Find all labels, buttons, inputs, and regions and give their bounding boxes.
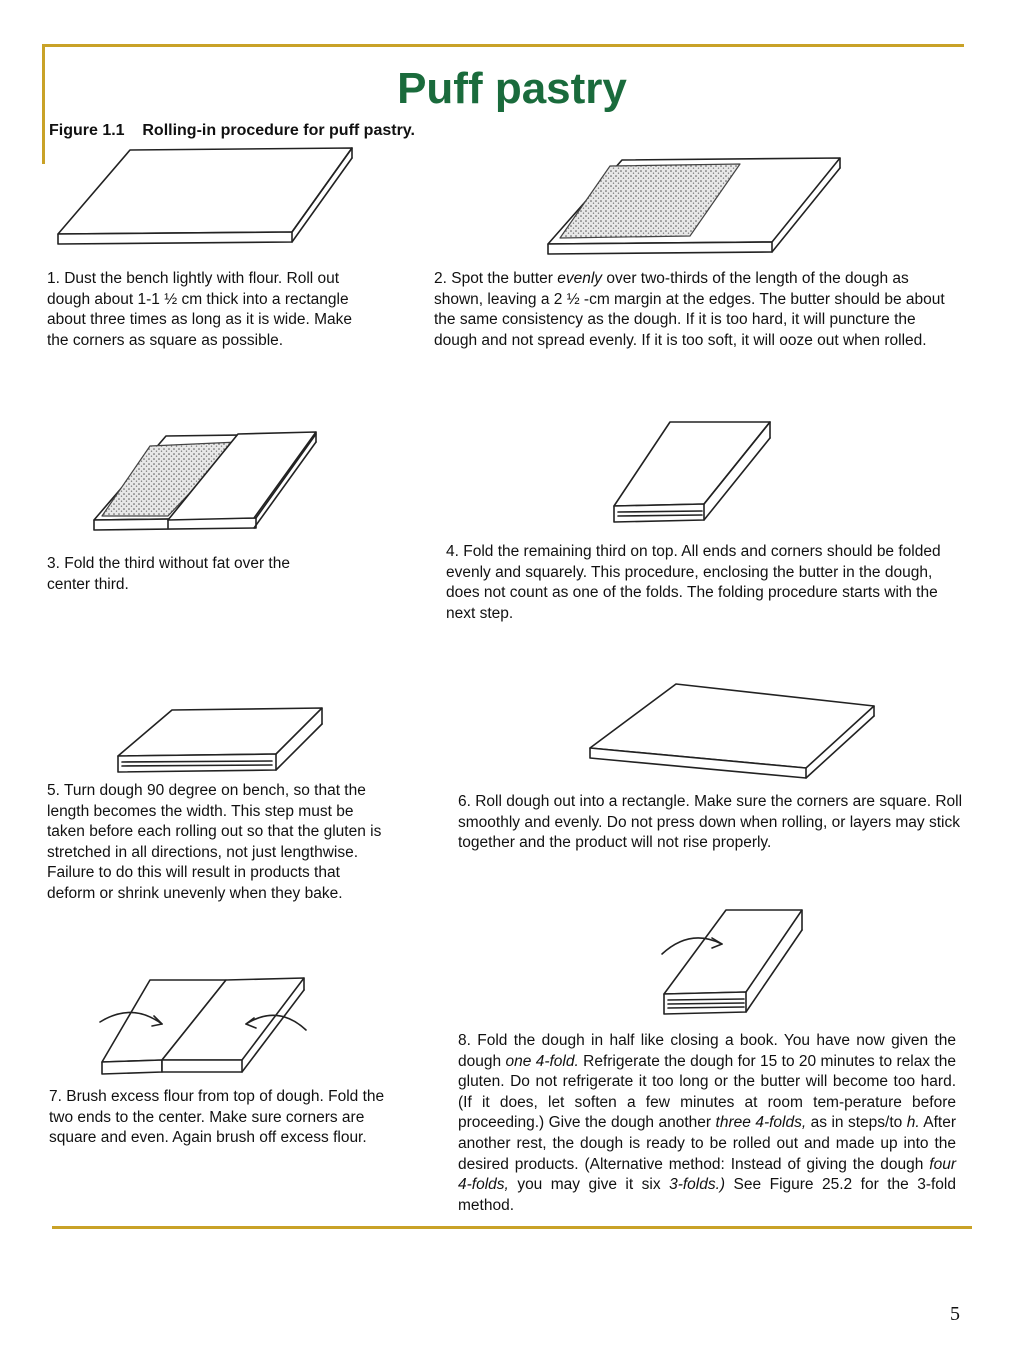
illustration-step-8 — [656, 904, 816, 1024]
step-2-text-part: 2. Spot the butter — [434, 270, 558, 287]
bottom-rule — [52, 1226, 972, 1229]
step-5-text: 5. Turn dough 90 degree on bench, so that the length becomes the width. This step must be taken before each rolling out so that the gluten is stretched in all directions, not just lengthwise. Failure to do this will result in products that deform or shrink unevenly when they bake. — [47, 782, 382, 902]
page-number: 5 — [950, 1303, 960, 1325]
step-3-text: 3. Fold the third without fat over the center third. — [47, 555, 290, 593]
step-8-text-part: See Figure 25.2 for the 3-fold method. — [458, 1176, 956, 1214]
step-7-text: 7. Brush excess flour from top of dough. Fold the two ends to the center. Make sure corners are square and even. Again brush off excess flour. — [49, 1088, 385, 1147]
step-2-text-part: over two-thirds of the length of the dough as shown, leaving a 2 ½ -cm margin at the edges. The butter should be about the same consistency as the dough. If it is too hard, it will puncture the dough and not spread evenly. If it is too soft, it will ooze out when rolled. — [434, 270, 945, 349]
step-2-text — [434, 269, 959, 351]
step-6-text: 6. Roll dough out into a rectangle. Make sure the corners are square. Roll smoothly and evenly. Do not press down when rolling, or layers may stick together and the product will not rise properly. — [458, 793, 963, 852]
step-8-text-part: 8. Fold the dough in half like closing a book. You have now given the dough — [458, 1032, 956, 1070]
step-8-emphasis: three 4-folds, — [715, 1114, 807, 1132]
step-8-text-part: After another rest, the dough is ready to be rolled out and made up into the desired products. (Alternative method: Instead of giving the dough — [458, 1114, 956, 1173]
step-8-text-part: Refrigerate the dough for 15 to 20 minutes to relax the gluten. Do not refrigerate it too long or the butter will become too hard. (If it does, let soften a few minutes at room tem-perature before proceeding.) Give the dough another — [458, 1052, 956, 1132]
illustration-step-4 — [608, 416, 788, 526]
step-8-emphasis: four 4-folds, — [458, 1155, 956, 1194]
step-8-emphasis: h. — [906, 1114, 920, 1132]
step-4-text: 4. Fold the remaining third on top. All ends and corners should be folded evenly and squarely. This procedure, enclosing the butter in the dough, does not count as one of the folds. The folding procedure starts with the next step. — [446, 543, 941, 622]
step-8-text-part: as in steps/to — [806, 1114, 907, 1132]
step-8-text — [458, 1031, 956, 1216]
step-1-text: 1. Dust the bench lightly with flour. Roll out dough about 1-1 ½ cm thick into a rectangle about three times as long as it is wide. Make the corners as square as possible. — [47, 270, 352, 349]
figure-caption: Figure 1.1 Rolling-in procedure for puff pastry. — [49, 122, 415, 139]
illustration-step-2 — [540, 150, 850, 260]
page-title: Puff pastry — [397, 64, 627, 113]
illustration-step-7 — [94, 972, 324, 1082]
top-rule — [42, 44, 964, 47]
illustration-step-5 — [112, 702, 342, 792]
illustration-step-1 — [50, 140, 360, 250]
illustration-step-6 — [584, 676, 884, 786]
step-8-emphasis: one 4-fold. — [505, 1052, 579, 1070]
step-8-emphasis: 3-folds.) — [669, 1176, 726, 1194]
illustration-step-3 — [88, 428, 328, 538]
step-2-emphasis: evenly — [557, 270, 603, 287]
step-8-text-part: you may give it six — [508, 1176, 670, 1194]
